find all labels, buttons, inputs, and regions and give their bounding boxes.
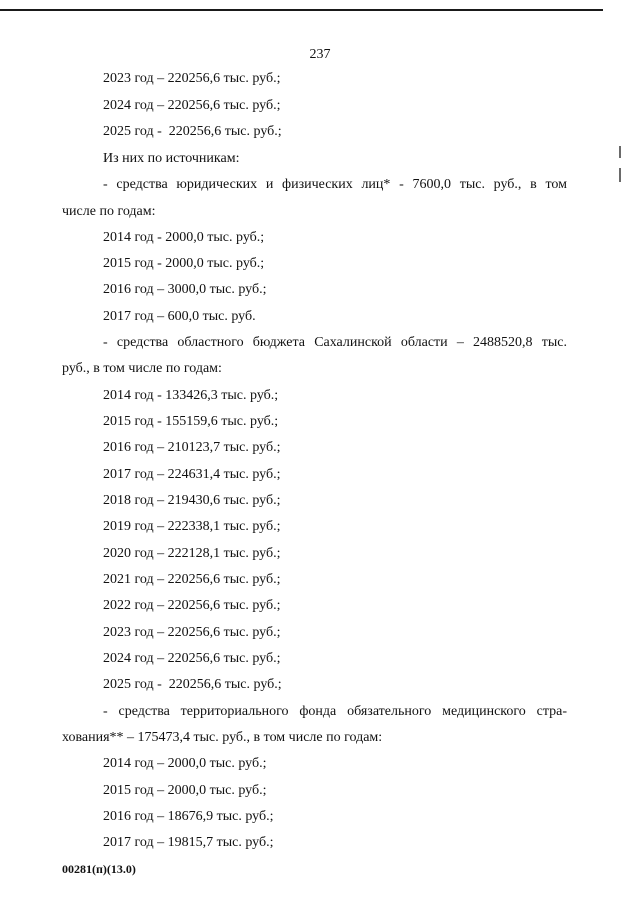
text-line: 2014 год - 2000,0 тыс. руб.; — [103, 230, 265, 245]
text-line: 2017 год – 19815,7 тыс. руб.; — [103, 835, 274, 850]
text-line: 2023 год – 220256,6 тыс. руб.; — [103, 625, 281, 640]
text-line: хования** – 175473,4 тыс. руб., в том числе по годам: — [62, 730, 383, 745]
page-number: 237 — [309, 47, 331, 62]
text-line: 2015 год – 2000,0 тыс. руб.; — [103, 783, 267, 798]
text-line: 2021 год – 220256,6 тыс. руб.; — [103, 572, 281, 587]
text-line: 2024 год – 220256,6 тыс. руб.; — [103, 651, 281, 666]
text-line: 2016 год – 3000,0 тыс. руб.; — [103, 282, 267, 297]
text-line: 2019 год – 222338,1 тыс. руб.; — [103, 519, 281, 534]
text-line: 2017 год – 224631,4 тыс. руб.; — [103, 467, 281, 482]
text-line: - средства юридических и физических лиц* - 7600,0 тыс. руб., в том — [103, 177, 567, 192]
top-border-rule — [0, 9, 603, 11]
text-line: 2014 год – 2000,0 тыс. руб.; — [103, 756, 267, 771]
text-line: 2018 год – 219430,6 тыс. руб.; — [103, 493, 281, 508]
text-line: 2020 год – 222128,1 тыс. руб.; — [103, 546, 281, 561]
text-line: 2015 год - 155159,6 тыс. руб.; — [103, 414, 279, 429]
text-line: 2022 год – 220256,6 тыс. руб.; — [103, 598, 281, 613]
text-line: 2025 год - 220256,6 тыс. руб.; — [103, 677, 282, 692]
text-line: числе по годам: — [62, 204, 156, 219]
text-line: Из них по источникам: — [103, 151, 240, 166]
text-line: руб., в том числе по годам: — [62, 361, 222, 376]
text-line: 2016 год – 18676,9 тыс. руб.; — [103, 809, 274, 824]
text-line: - средства территориального фонда обязательного медицинского стра- — [103, 704, 567, 719]
document-code: 00281(п)(13.0) — [62, 862, 136, 876]
text-line: 2017 год – 600,0 тыс. руб. — [103, 309, 256, 324]
text-line: 2014 год - 133426,3 тыс. руб.; — [103, 388, 279, 403]
text-line: 2024 год – 220256,6 тыс. руб.; — [103, 98, 281, 113]
text-line: 2015 год - 2000,0 тыс. руб.; — [103, 256, 265, 271]
text-line: 2025 год - 220256,6 тыс. руб.; — [103, 124, 282, 139]
text-line: 2016 год – 210123,7 тыс. руб.; — [103, 440, 281, 455]
scan-mark — [619, 146, 621, 158]
scan-mark — [619, 168, 621, 182]
text-line: 2023 год – 220256,6 тыс. руб.; — [103, 71, 281, 86]
text-line: - средства областного бюджета Сахалинской области – 2488520,8 тыс. — [103, 335, 567, 350]
